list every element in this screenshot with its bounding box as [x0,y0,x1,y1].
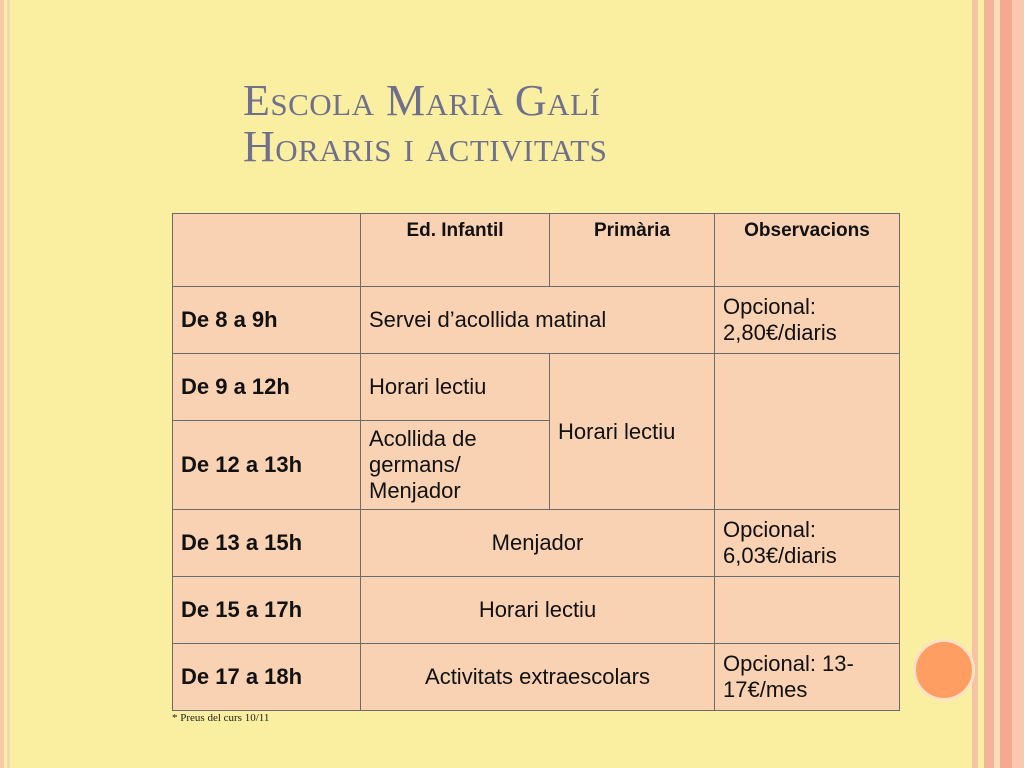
infantil-line: Menjador [369,478,461,503]
activity-cell: Activitats extraescolars [361,644,715,711]
table-row [173,577,900,644]
infantil-cell [361,421,550,510]
observation-cell-empty [715,577,900,644]
observation-cell [715,644,900,711]
time-cell: De 15 a 17h [173,577,361,644]
time-cell: De 13 a 15h [173,510,361,577]
header-cell-primaria: Primària [550,214,715,287]
infantil-line: germans/ [369,452,461,477]
edge-stripe [1012,0,1024,768]
infantil-line: Acollida de [369,426,477,451]
table-row [173,644,900,711]
price-footnote: * Preus del curs 10/11 [172,712,270,724]
time-cell: De 17 a 18h [173,644,361,711]
decorative-circle [913,639,975,701]
slide-title [243,78,607,170]
activity-cell: Horari lectiu [361,577,715,644]
observation-line: Opcional: 13- [723,651,854,676]
time-cell: De 12 a 13h [173,421,361,510]
observation-cell [715,510,900,577]
activity-cell: Menjador [361,510,715,577]
header-cell-observacions: Observacions [715,214,900,287]
table-row [173,354,900,421]
edge-stripe [1000,0,1012,768]
table-row [173,287,900,354]
title-line-1: Escola Marià Galí [243,76,601,125]
observation-cell-empty [715,354,900,510]
activity-cell: Servei d’acollida matinal [361,287,715,354]
left-edge-stripes [0,0,12,768]
time-cell: De 8 a 9h [173,287,361,354]
edge-stripe [984,0,994,768]
title-line-2: Horaris i activitats [243,122,608,171]
observation-line: 6,03€/diaris [723,543,837,568]
schedule-table [172,213,900,711]
observation-line: Opcional: [723,517,816,542]
right-edge-stripes [972,0,1024,768]
header-cell-empty [173,214,361,287]
table-header-row [173,214,900,287]
infantil-cell: Horari lectiu [361,354,550,421]
observation-line: 2,80€/diaris [723,320,837,345]
primaria-cell: Horari lectiu [550,354,715,510]
header-cell-infantil: Ed. Infantil [361,214,550,287]
time-cell: De 9 a 12h [173,354,361,421]
observation-line: Opcional: [723,294,816,319]
observation-cell [715,287,900,354]
observation-line: 17€/mes [723,677,808,702]
table-row [173,510,900,577]
